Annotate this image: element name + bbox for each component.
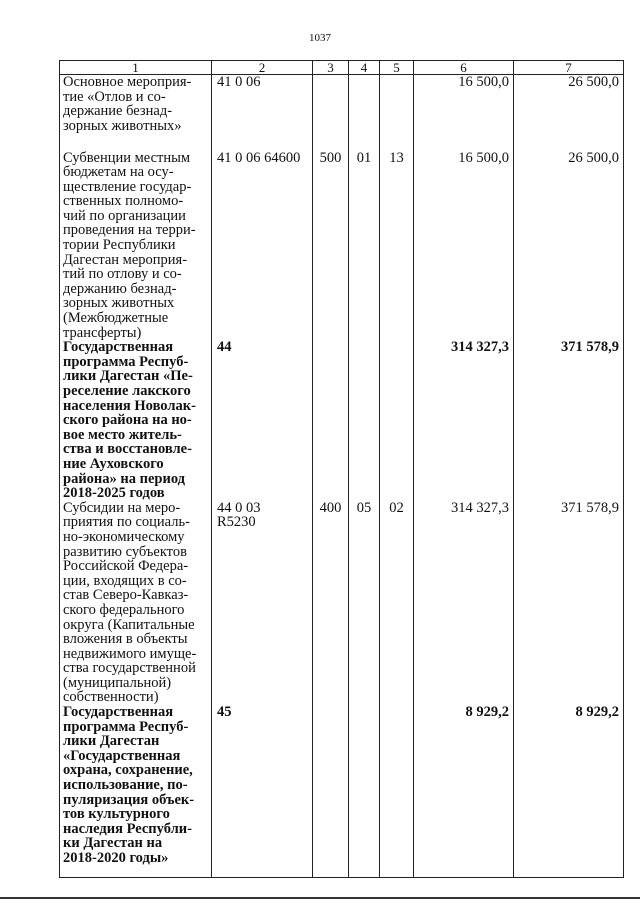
row-col3: 500 <box>313 151 349 341</box>
row-col4: 05 <box>349 501 380 705</box>
row-name: Основное мероприя- тие «Отлов и со- держание безнад- зорных животных» <box>60 75 212 151</box>
row-value-6: 314 327,3 <box>414 501 514 705</box>
col-header-5: 5 <box>380 61 414 75</box>
row-value-7: 8 929,2 <box>514 705 624 877</box>
row-name: Субсидии на меро- приятия по социаль- но-экономическому развитию субъектов Российской Федера- ции, входящих в со- став Северо-Кавказ- ского федерального округа (Капитальные вложения в объекты недвижимого имуще- ства государственной (муниципальной) собственности) <box>60 501 212 705</box>
col-header-1: 1 <box>60 61 212 75</box>
row-value-7: 371 578,9 <box>514 340 624 501</box>
row-col4 <box>349 75 380 151</box>
row-code: 44 0 03 R5230 <box>212 501 313 705</box>
col-header-6: 6 <box>414 61 514 75</box>
row-col5 <box>380 75 414 151</box>
bottom-divider <box>0 897 640 899</box>
row-col4 <box>349 705 380 877</box>
table-row <box>60 340 624 501</box>
row-col5: 13 <box>380 151 414 341</box>
row-value-6: 314 327,3 <box>414 340 514 501</box>
row-code: 41 0 06 <box>212 75 313 151</box>
row-name: Государственная программа Респуб- лики Дагестан «Пе- реселение лакского населения Новолак- ского района на но- вое место житель- ства и восстановле- ние Ауховского района» на период 2018-2025 годов <box>60 340 212 501</box>
header-row <box>60 61 624 75</box>
budget-table <box>59 60 624 878</box>
row-col5: 02 <box>380 501 414 705</box>
col-header-2: 2 <box>212 61 313 75</box>
col-header-7: 7 <box>514 61 624 75</box>
col-header-3: 3 <box>313 61 349 75</box>
table-row <box>60 75 624 151</box>
table-row <box>60 501 624 705</box>
row-value-7: 26 500,0 <box>514 75 624 151</box>
row-name: Государственная программа Респуб- лики Дагестан «Государственная охрана, сохранение, использование, по- пуляризация объек- тов культурного наследия Республи- ки Дагестан на 2018-2020 годы» <box>60 705 212 877</box>
row-code: 44 <box>212 340 313 501</box>
row-col5 <box>380 340 414 501</box>
row-value-6: 16 500,0 <box>414 151 514 341</box>
row-value-7: 26 500,0 <box>514 151 624 341</box>
table-row <box>60 705 624 877</box>
row-col3 <box>313 340 349 501</box>
row-col3: 400 <box>313 501 349 705</box>
row-code: 41 0 06 64600 <box>212 151 313 341</box>
table-row <box>60 151 624 341</box>
row-col4: 01 <box>349 151 380 341</box>
row-code: 45 <box>212 705 313 877</box>
page-number: 1037 <box>309 32 331 44</box>
row-col3 <box>313 75 349 151</box>
col-header-4: 4 <box>349 61 380 75</box>
row-col4 <box>349 340 380 501</box>
row-value-6: 16 500,0 <box>414 75 514 151</box>
row-value-6: 8 929,2 <box>414 705 514 877</box>
row-col5 <box>380 705 414 877</box>
row-value-7: 371 578,9 <box>514 501 624 705</box>
row-name: Субвенции местным бюджетам на осу- ществление государ- ственных полномо- чий по организации проведения на терри- тории Республики Дагестан мероприя- тий по отлову и со- держанию безнад- зорных животных (Межбюджетные трансферты) <box>60 151 212 341</box>
row-col3 <box>313 705 349 877</box>
